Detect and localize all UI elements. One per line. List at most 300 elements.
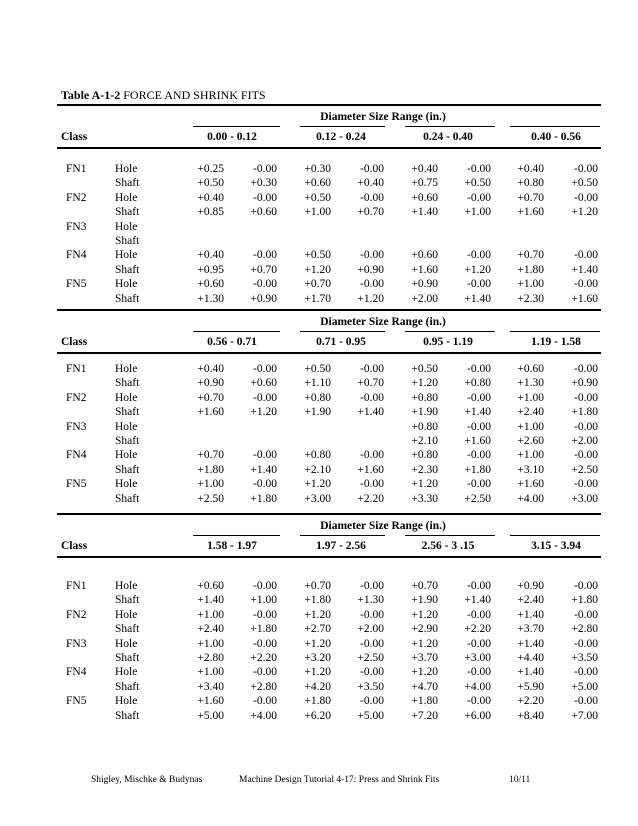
part-label: Hole — [115, 163, 138, 175]
tolerance-value: -0.00 — [360, 449, 384, 462]
tolerance-value: +1.40 — [464, 292, 491, 305]
tolerance-value: -0.00 — [467, 420, 491, 433]
range-group-rule — [300, 535, 385, 536]
part-label: Shaft — [115, 594, 140, 607]
tolerance-value: +2.00 — [411, 292, 438, 305]
tolerance-value: +0.70 — [357, 206, 384, 219]
tolerance-value: +0.70 — [197, 449, 224, 462]
diameter-range-label: 0.00 - 0.12 — [207, 131, 257, 143]
tolerance-value: +0.75 — [411, 177, 438, 190]
tolerance-value: +1.30 — [517, 377, 544, 390]
tolerance-value: -0.00 — [253, 580, 277, 592]
tolerance-value: +1.00 — [197, 637, 224, 650]
diameter-range-label: 1.97 - 2.56 — [316, 540, 366, 552]
tolerance-value: +1.20 — [304, 666, 331, 679]
tolerance-value: +2.50 — [357, 652, 384, 664]
tolerance-value: +3.20 — [304, 652, 331, 664]
tolerance-value: -0.00 — [360, 249, 384, 262]
tolerance-value: +1.90 — [411, 406, 438, 419]
tolerance-value: +3.50 — [357, 680, 384, 693]
tolerance-value: -0.00 — [467, 163, 491, 175]
tolerance-value: +1.20 — [411, 666, 438, 679]
tolerance-value: +1.20 — [411, 608, 438, 621]
tolerance-value: -0.00 — [467, 449, 491, 462]
tolerance-value: -0.00 — [574, 695, 598, 708]
tolerance-value: +1.40 — [571, 263, 598, 276]
tolerance-value: +0.25 — [197, 163, 224, 175]
class-header: Class — [61, 540, 88, 552]
tolerance-value: +1.00 — [517, 278, 544, 291]
fit-class-label: FN2 — [66, 608, 87, 621]
tolerance-value: +1.60 — [357, 463, 384, 476]
tolerance-value: +7.00 — [571, 709, 598, 722]
tolerance-value: +0.50 — [304, 249, 331, 262]
tolerance-value: +0.50 — [304, 363, 331, 375]
tolerance-value: +0.80 — [304, 449, 331, 462]
tolerance-value: +1.20 — [411, 637, 438, 650]
diameter-range-label: 1.19 - 1.58 — [531, 336, 581, 348]
part-label: Shaft — [115, 680, 140, 693]
tolerance-value: +1.20 — [571, 206, 598, 219]
tolerance-value: -0.00 — [253, 191, 277, 204]
tolerance-value: -0.00 — [574, 608, 598, 621]
tolerance-value: -0.00 — [574, 391, 598, 404]
tolerance-value: +0.50 — [571, 177, 598, 190]
tolerance-value: -0.00 — [574, 580, 598, 592]
part-label: Shaft — [115, 377, 140, 390]
tolerance-value: +1.00 — [517, 449, 544, 462]
tolerance-value: +0.30 — [304, 163, 331, 175]
tolerance-value: -0.00 — [467, 637, 491, 650]
tolerance-value: +2.80 — [250, 680, 277, 693]
tolerance-value: +1.20 — [304, 478, 331, 491]
tolerance-value: +2.20 — [357, 492, 384, 505]
part-label: Shaft — [115, 292, 140, 305]
tolerance-value: +8.40 — [517, 709, 544, 722]
range-group-rule — [510, 331, 600, 332]
fit-class-label: FN2 — [66, 191, 87, 204]
tolerance-value: +1.80 — [304, 695, 331, 708]
tolerance-value: +1.30 — [357, 594, 384, 607]
size-range-header: Diameter Size Range (in.) — [320, 111, 446, 123]
table-title-text: FORCE AND SHRINK FITS — [123, 88, 266, 102]
tolerance-value: -0.00 — [574, 249, 598, 262]
part-label: Hole — [115, 666, 138, 679]
tolerance-value: -0.00 — [467, 580, 491, 592]
tolerance-value: +1.80 — [571, 594, 598, 607]
tolerance-value: +5.90 — [517, 680, 544, 693]
tolerance-value: +1.40 — [517, 608, 544, 621]
tolerance-value: +2.60 — [517, 435, 544, 447]
diameter-range-label: 0.56 - 0.71 — [207, 336, 257, 348]
tolerance-value: +2.50 — [464, 492, 491, 505]
tolerance-value: -0.00 — [574, 637, 598, 650]
tolerance-value: +1.60 — [517, 478, 544, 491]
tolerance-value: -0.00 — [253, 391, 277, 404]
tolerance-value: +0.70 — [517, 249, 544, 262]
fit-class-label: FN4 — [66, 449, 87, 462]
diameter-range-label: 0.95 - 1.19 — [423, 336, 473, 348]
tolerance-value: +1.40 — [517, 637, 544, 650]
part-label: Hole — [115, 420, 138, 433]
tolerance-value: -0.00 — [574, 278, 598, 291]
tolerance-value: -0.00 — [360, 278, 384, 291]
fit-class-label: FN1 — [66, 363, 87, 375]
tolerance-value: -0.00 — [253, 363, 277, 375]
tolerance-value: -0.00 — [253, 278, 277, 291]
tolerance-value: -0.00 — [253, 666, 277, 679]
tolerance-value: -0.00 — [574, 666, 598, 679]
tolerance-value: +2.80 — [571, 623, 598, 636]
tolerance-value: +3.00 — [571, 492, 598, 505]
footer-tutorial: Machine Design Tutorial 4-17: Press and Shrink Fits — [239, 775, 440, 785]
tolerance-value: -0.00 — [574, 449, 598, 462]
tolerance-value: +2.20 — [517, 695, 544, 708]
tolerance-value: +0.70 — [304, 580, 331, 592]
tolerance-value: +3.10 — [517, 463, 544, 476]
fit-class-label: FN3 — [66, 220, 87, 233]
tolerance-value: +3.70 — [411, 652, 438, 664]
tolerance-value: -0.00 — [574, 163, 598, 175]
tolerance-value: +5.00 — [571, 680, 598, 693]
tolerance-value: -0.00 — [253, 695, 277, 708]
tolerance-value: -0.00 — [467, 249, 491, 262]
tolerance-value: +1.80 — [250, 623, 277, 636]
tolerance-value: +0.40 — [517, 163, 544, 175]
range-group-rule — [193, 331, 280, 332]
range-group-rule — [405, 126, 495, 127]
tolerance-value: +1.80 — [464, 463, 491, 476]
tolerance-value: +0.80 — [411, 449, 438, 462]
tolerance-value: +0.40 — [197, 363, 224, 375]
tolerance-value: +0.50 — [411, 363, 438, 375]
tolerance-value: -0.00 — [360, 666, 384, 679]
tolerance-value: +1.60 — [197, 406, 224, 419]
tolerance-value: -0.00 — [574, 478, 598, 491]
tolerance-value: +1.40 — [464, 406, 491, 419]
tolerance-value: +2.20 — [250, 652, 277, 664]
tolerance-value: +0.95 — [197, 263, 224, 276]
tolerance-value: +1.00 — [197, 666, 224, 679]
part-label: Shaft — [115, 206, 140, 219]
tolerance-value: +0.80 — [464, 377, 491, 390]
header-bottom-rule — [57, 556, 601, 558]
tolerance-value: +0.40 — [411, 163, 438, 175]
tolerance-value: +0.40 — [197, 249, 224, 262]
range-group-rule — [193, 126, 280, 127]
diameter-range-label: 0.71 - 0.95 — [316, 336, 366, 348]
tolerance-value: -0.00 — [574, 420, 598, 433]
tolerance-value: +0.70 — [411, 580, 438, 592]
tolerance-value: +0.50 — [197, 177, 224, 190]
tolerance-value: -0.00 — [253, 637, 277, 650]
tolerance-value: +1.20 — [250, 406, 277, 419]
tolerance-value: +2.80 — [197, 652, 224, 664]
tolerance-value: +0.60 — [411, 191, 438, 204]
diameter-range-label: 0.12 - 0.24 — [316, 131, 366, 143]
tolerance-value: +0.70 — [304, 278, 331, 291]
tolerance-value: +1.60 — [197, 695, 224, 708]
part-label: Hole — [115, 695, 138, 708]
part-label: Shaft — [115, 492, 140, 505]
range-group-rule — [405, 331, 495, 332]
tolerance-value: +2.50 — [197, 492, 224, 505]
range-group-rule — [193, 535, 280, 536]
size-range-header: Diameter Size Range (in.) — [320, 520, 446, 532]
section-top-rule — [57, 309, 601, 311]
tolerance-value: +7.20 — [411, 709, 438, 722]
tolerance-value: +3.30 — [411, 492, 438, 505]
tolerance-value: +2.90 — [411, 623, 438, 636]
fit-class-label: FN4 — [66, 666, 87, 679]
tolerance-value: +0.80 — [517, 177, 544, 190]
tolerance-value: +0.40 — [197, 191, 224, 204]
part-label: Hole — [115, 363, 138, 375]
tolerance-value: -0.00 — [360, 580, 384, 592]
fit-class-label: FN1 — [66, 163, 87, 175]
tolerance-value: -0.00 — [467, 391, 491, 404]
tolerance-value: +0.60 — [197, 278, 224, 291]
fit-class-label: FN5 — [66, 695, 87, 708]
part-label: Hole — [115, 191, 138, 204]
section-top-rule — [57, 513, 601, 515]
part-label: Hole — [115, 449, 138, 462]
part-label: Shaft — [115, 709, 140, 722]
tolerance-value: +4.00 — [517, 492, 544, 505]
tolerance-value: +0.60 — [411, 249, 438, 262]
tolerance-value: +3.00 — [464, 652, 491, 664]
tolerance-value: +1.00 — [197, 608, 224, 621]
tolerance-value: +1.60 — [517, 206, 544, 219]
tolerance-value: +2.70 — [304, 623, 331, 636]
tolerance-value: +0.60 — [250, 206, 277, 219]
tolerance-value: +3.50 — [571, 652, 598, 664]
diameter-range-label: 3.15 - 3.94 — [531, 540, 581, 552]
section-top-rule — [57, 104, 601, 106]
tolerance-value: +0.60 — [517, 363, 544, 375]
size-range-header: Diameter Size Range (in.) — [320, 316, 446, 328]
part-label: Shaft — [115, 463, 140, 476]
tolerance-value: +1.80 — [571, 406, 598, 419]
tolerance-value: +1.60 — [464, 435, 491, 447]
tolerance-value: +0.70 — [250, 263, 277, 276]
part-label: Hole — [115, 580, 138, 592]
tolerance-value: -0.00 — [360, 363, 384, 375]
tolerance-value: +1.40 — [411, 206, 438, 219]
part-label: Hole — [115, 220, 138, 233]
part-label: Shaft — [115, 623, 140, 636]
tolerance-value: +4.70 — [411, 680, 438, 693]
part-label: Shaft — [115, 263, 140, 276]
tolerance-value: +1.20 — [304, 608, 331, 621]
tolerance-value: +1.00 — [304, 206, 331, 219]
part-label: Hole — [115, 608, 138, 621]
part-label: Hole — [115, 637, 138, 650]
tolerance-value: +1.40 — [197, 594, 224, 607]
tolerance-value: +1.00 — [517, 391, 544, 404]
tolerance-value: -0.00 — [467, 191, 491, 204]
range-group-rule — [405, 535, 495, 536]
tolerance-value: +2.10 — [304, 463, 331, 476]
tolerance-value: +0.90 — [517, 580, 544, 592]
tolerance-value: +0.40 — [357, 177, 384, 190]
tolerance-value: +4.40 — [517, 652, 544, 664]
tolerance-value: +2.40 — [517, 594, 544, 607]
tolerance-value: +1.80 — [304, 594, 331, 607]
tolerance-value: -0.00 — [467, 608, 491, 621]
fit-class-label: FN5 — [66, 478, 87, 491]
tolerance-value: -0.00 — [253, 478, 277, 491]
tolerance-value: -0.00 — [467, 695, 491, 708]
tolerance-value: +1.80 — [197, 463, 224, 476]
tolerance-value: +1.40 — [464, 594, 491, 607]
table-title — [61, 88, 266, 103]
tolerance-value: +2.00 — [357, 623, 384, 636]
tolerance-value: +0.80 — [411, 391, 438, 404]
tolerance-value: +0.50 — [464, 177, 491, 190]
tolerance-value: +0.80 — [304, 391, 331, 404]
range-group-rule — [300, 126, 385, 127]
tolerance-value: +0.70 — [517, 191, 544, 204]
tolerance-value: +0.80 — [411, 420, 438, 433]
tolerance-value: +0.50 — [304, 191, 331, 204]
class-header: Class — [61, 336, 88, 348]
tolerance-value: +1.70 — [304, 292, 331, 305]
range-group-rule — [510, 126, 600, 127]
tolerance-value: +3.70 — [517, 623, 544, 636]
tolerance-value: +1.20 — [411, 377, 438, 390]
tolerance-value: +6.20 — [304, 709, 331, 722]
diameter-range-label: 0.40 - 0.56 — [531, 131, 581, 143]
diameter-range-label: 2.56 - 3 .15 — [421, 540, 475, 552]
tolerance-value: +0.90 — [250, 292, 277, 305]
part-label: Shaft — [115, 406, 140, 419]
tolerance-value: +0.60 — [197, 580, 224, 592]
tolerance-value: +4.00 — [464, 680, 491, 693]
tolerance-value: +1.00 — [250, 594, 277, 607]
tolerance-value: +2.00 — [571, 435, 598, 447]
tolerance-value: +0.70 — [357, 377, 384, 390]
tolerance-value: -0.00 — [360, 695, 384, 708]
tolerance-value: +0.60 — [304, 177, 331, 190]
tolerance-value: +2.20 — [464, 623, 491, 636]
tolerance-value: +2.40 — [197, 623, 224, 636]
tolerance-value: +1.20 — [304, 263, 331, 276]
part-label: Shaft — [115, 177, 140, 190]
part-label: Shaft — [115, 235, 140, 247]
tolerance-value: +0.85 — [197, 206, 224, 219]
tolerance-value: +2.40 — [517, 406, 544, 419]
tolerance-value: +1.20 — [464, 263, 491, 276]
tolerance-value: +1.10 — [304, 377, 331, 390]
class-header: Class — [61, 131, 88, 143]
tolerance-value: +1.90 — [411, 594, 438, 607]
tolerance-value: +1.40 — [357, 406, 384, 419]
tolerance-value: -0.00 — [253, 449, 277, 462]
tolerance-value: -0.00 — [253, 163, 277, 175]
tolerance-value: +0.30 — [250, 177, 277, 190]
tolerance-value: -0.00 — [253, 249, 277, 262]
tolerance-value: -0.00 — [467, 666, 491, 679]
tolerance-value: -0.00 — [360, 163, 384, 175]
tolerance-value: +1.00 — [197, 478, 224, 491]
tolerance-value: +1.80 — [411, 695, 438, 708]
fit-class-label: FN2 — [66, 391, 87, 404]
tolerance-value: -0.00 — [467, 363, 491, 375]
tolerance-value: -0.00 — [467, 278, 491, 291]
tolerance-value: +4.20 — [304, 680, 331, 693]
tolerance-value: +2.50 — [571, 463, 598, 476]
table-title-label: Table A-1-2 — [61, 88, 121, 102]
tolerance-value: +4.00 — [250, 709, 277, 722]
tolerance-value: +1.20 — [304, 637, 331, 650]
tolerance-value: +0.90 — [571, 377, 598, 390]
tolerance-value: +6.00 — [464, 709, 491, 722]
tolerance-value: +1.80 — [517, 263, 544, 276]
tolerance-value: -0.00 — [360, 637, 384, 650]
part-label: Hole — [115, 249, 138, 262]
tolerance-value: +1.20 — [411, 478, 438, 491]
tolerance-value: +1.30 — [197, 292, 224, 305]
tolerance-value: -0.00 — [360, 191, 384, 204]
tolerance-value: +1.40 — [250, 463, 277, 476]
tolerance-value: -0.00 — [360, 478, 384, 491]
fit-class-label: FN5 — [66, 278, 87, 291]
tolerance-value: +0.60 — [250, 377, 277, 390]
header-bottom-rule — [57, 352, 601, 354]
part-label: Hole — [115, 478, 138, 491]
part-label: Hole — [115, 391, 138, 404]
tolerance-value: +1.80 — [250, 492, 277, 505]
tolerance-value: -0.00 — [467, 478, 491, 491]
tolerance-value: -0.00 — [574, 191, 598, 204]
tolerance-value: -0.00 — [360, 608, 384, 621]
tolerance-value: +0.90 — [411, 278, 438, 291]
tolerance-value: +3.40 — [197, 680, 224, 693]
tolerance-value: +3.00 — [304, 492, 331, 505]
tolerance-value: -0.00 — [360, 391, 384, 404]
range-group-rule — [300, 331, 385, 332]
tolerance-value: +1.20 — [357, 292, 384, 305]
tolerance-value: +1.00 — [464, 206, 491, 219]
fit-class-label: FN3 — [66, 420, 87, 433]
part-label: Shaft — [115, 435, 140, 447]
tolerance-value: +0.70 — [197, 391, 224, 404]
header-bottom-rule — [57, 147, 601, 149]
tolerance-value: +2.10 — [411, 435, 438, 447]
fit-class-label: FN3 — [66, 637, 87, 650]
tolerance-value: -0.00 — [574, 363, 598, 375]
tolerance-value: -0.00 — [253, 608, 277, 621]
range-group-rule — [510, 535, 600, 536]
tolerance-value: +0.90 — [197, 377, 224, 390]
tolerance-value: +1.60 — [411, 263, 438, 276]
footer-authors: Shigley, Mischke & Budynas — [91, 775, 203, 785]
part-label: Hole — [115, 278, 138, 291]
tolerance-value: +1.40 — [517, 666, 544, 679]
tolerance-value: +5.00 — [357, 709, 384, 722]
tolerance-value: +1.90 — [304, 406, 331, 419]
tolerance-value: +2.30 — [411, 463, 438, 476]
tolerance-value: +1.00 — [517, 420, 544, 433]
tolerance-value: +1.60 — [571, 292, 598, 305]
tolerance-value: +5.00 — [197, 709, 224, 722]
tolerance-value: +0.90 — [357, 263, 384, 276]
diameter-range-label: 1.58 - 1.97 — [207, 540, 257, 552]
part-label: Shaft — [115, 652, 140, 664]
tolerance-value: +2.30 — [517, 292, 544, 305]
fit-class-label: FN4 — [66, 249, 87, 262]
